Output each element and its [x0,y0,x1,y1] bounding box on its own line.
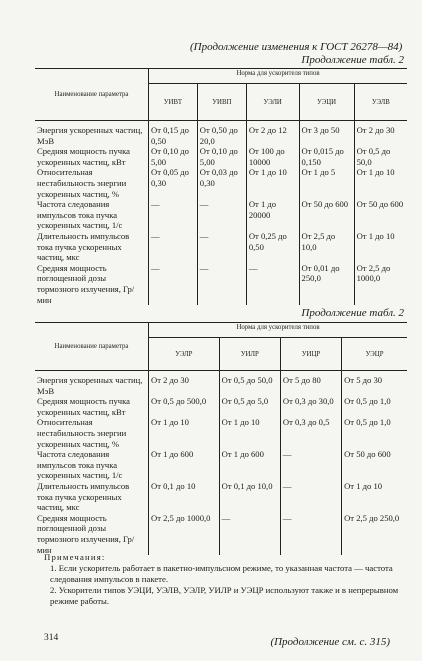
value-cell: От 50 до 600 [354,199,407,231]
type-header: УЭЦР [342,338,407,371]
value-cell: — [280,513,341,555]
type-header: УЭЦИ [299,84,354,121]
value-cell: — [246,263,299,305]
parameter-name: Длительность импульсов тока пучка ускоренных частиц, мкс [37,230,130,263]
parameter-name: Длительность импульсов тока пучка ускоренных частиц, мкс [37,480,130,513]
value-cell: От 2,5 до 250,0 [342,513,407,555]
table-row [35,231,407,263]
value-cell: От 2,5 до 1000,0 [149,513,220,555]
value-cell: — [197,199,246,231]
parameter-name: Средняя мощность пучка ускоренных частиц, кВт [37,396,130,417]
value-cell: От 1 до 10 [219,417,280,449]
value-cell: — [149,231,198,263]
value-cell: От 100 до 10000 [246,146,299,167]
param-header: Наименование параметра [35,69,149,121]
value-cell: От 0,5 до 5,0 [219,396,280,417]
value-cell: От 5 до 30 [342,371,407,397]
value-cell: От 0,5 до 1,0 [342,417,407,449]
table-row [35,481,407,513]
type-header: УЭЛР [149,338,220,371]
table1-continuation-label: Продолжение табл. 2 [301,54,404,66]
parameter-name: Энергия ускоренных частиц, МэВ [37,375,143,396]
type-header: УЭЛИ [246,84,299,121]
value-cell: От 1 до 10 [342,481,407,513]
value-cell: От 1 до 10 [354,167,407,199]
value-cell: От 2 до 30 [149,371,220,397]
value-cell: От 50 до 600 [342,449,407,481]
value-cell: От 1 до 5 [299,167,354,199]
table-row [35,121,407,147]
value-cell: От 2 до 12 [246,121,299,147]
value-cell: От 0,01 до 250,0 [299,263,354,305]
footer-continuation: (Продолжение см. с. 315) [270,636,390,648]
table-row [35,371,407,397]
value-cell: От 0,5 до 50,0 [219,371,280,397]
norm-header: Норма для ускорителя типов [149,323,408,338]
value-cell: От 50 до 600 [299,199,354,231]
value-cell: От 0,1 до 10 [149,481,220,513]
value-cell: — [197,263,246,305]
value-cell: От 0,5 до 50,0 [354,146,407,167]
value-cell: От 0,15 до 0,50 [149,121,198,147]
value-cell: От 0,015 до 0,150 [299,146,354,167]
value-cell: От 1 до 10 [149,417,220,449]
parameter-name: Относительная нестабильность энергии ускоренных частиц, % [37,417,127,449]
parameter-name: Средняя мощность поглощенной дозы тормозного излучения, Гр/мин [37,262,135,305]
table-row [35,513,407,555]
table-row [35,417,407,449]
value-cell: — [280,481,341,513]
value-cell: — [197,231,246,263]
table-2 [35,322,407,555]
top-continuation-note: (Продолжение изменения к ГОСТ 26278—84) [190,41,403,53]
value-cell: От 1 до 10 [354,231,407,263]
table-row [35,449,407,481]
value-cell: От 3 до 50 [299,121,354,147]
value-cell: От 1 до 600 [219,449,280,481]
value-cell: От 0,03 до 0,30 [197,167,246,199]
table-row [35,263,407,305]
parameter-name: Энергия ускоренных частиц, МэВ [37,125,143,146]
table-1 [35,68,407,305]
table2-continuation-label: Продолжение табл. 2 [301,307,404,319]
value-cell: От 1 до 10 [246,167,299,199]
parameter-name: Средняя мощность поглощенной дозы тормозного излучения, Гр/мин [37,512,135,555]
value-cell: — [149,199,198,231]
notes-block [44,552,404,607]
parameter-name: Частота следования импульсов тока пучка ускоренных частиц, 1/с [37,199,123,231]
parameter-name: Частота следования импульсов тока пучка ускоренных частиц, 1/с [37,449,123,481]
notes-heading: Примечания: [44,552,106,562]
value-cell: От 0,05 до 0,30 [149,167,198,199]
value-cell: От 1 до 600 [149,449,220,481]
value-cell: От 1 до 20000 [246,199,299,231]
parameter-name: Относительная нестабильность энергии ускоренных частиц, % [37,167,127,199]
note-item: 2. Ускорители типов УЭЦИ, УЭЛВ, УЭЛР, УИЛР и УЭЦР используют также и в непрерывном режиме работы. [50,585,399,606]
value-cell: — [219,513,280,555]
value-cell: От 2,5 до 10,0 [299,231,354,263]
type-header: УЭЛВ [354,84,407,121]
value-cell: — [280,449,341,481]
value-cell: От 0,3 до 0,5 [280,417,341,449]
param-header: Наименование параметра [35,323,149,371]
type-header: УИЦР [280,338,341,371]
value-cell: От 2 до 30 [354,121,407,147]
value-cell: От 0,50 до 20,0 [197,121,246,147]
table-row [35,167,407,199]
norm-header: Норма для ускорителя типов [149,69,408,84]
table-row [35,146,407,167]
table-row [35,396,407,417]
page-number: 314 [44,633,59,643]
parameter-name: Средняя мощность пучка ускоренных частиц, кВт [37,146,130,167]
value-cell: От 0,1 до 10,0 [219,481,280,513]
table-row [35,199,407,231]
type-header: УИВП [197,84,246,121]
value-cell: От 2,5 до 1000,0 [354,263,407,305]
value-cell: От 0,5 до 1,0 [342,396,407,417]
value-cell: От 0,5 до 500,0 [149,396,220,417]
value-cell: От 0,3 до 30,0 [280,396,341,417]
note-item: 1. Если ускоритель работает в пакетно-импульсном режиме, то указанная частота — частота следования импульсов в пакете. [50,563,393,584]
value-cell: — [149,263,198,305]
value-cell: От 5 до 80 [280,371,341,397]
type-header: УИВТ [149,84,198,121]
value-cell: От 0,10 до 5,00 [197,146,246,167]
value-cell: От 0,10 до 5,00 [149,146,198,167]
type-header: УИЛР [219,338,280,371]
value-cell: От 0,25 до 0,50 [246,231,299,263]
